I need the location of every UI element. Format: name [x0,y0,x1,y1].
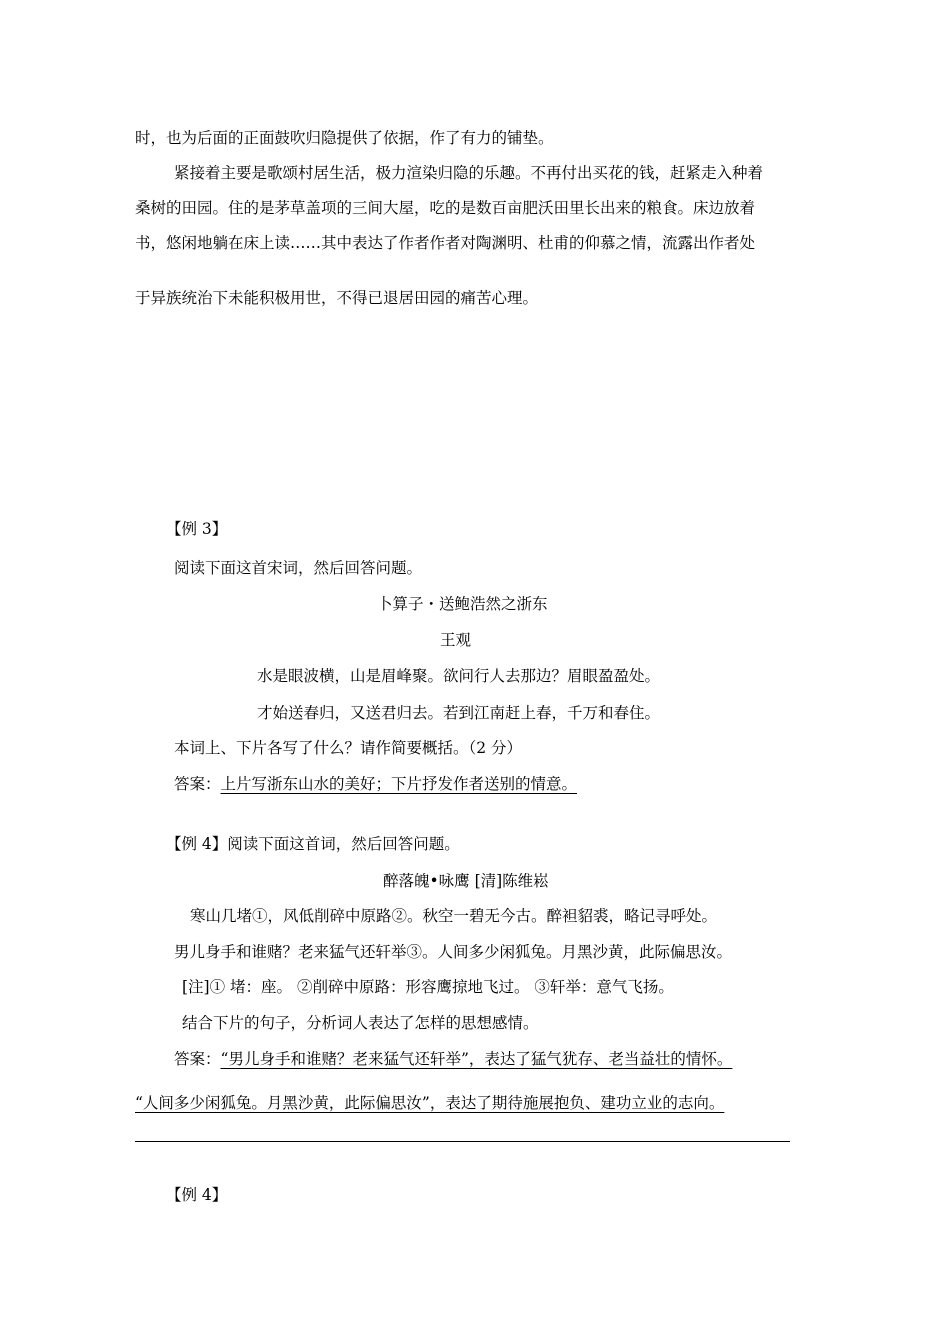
paragraph-line: 书，悠闲地躺在床上读……其中表达了作者作者对陶渊明、杜甫的仰慕之情，流露出作者处 [135,234,756,252]
answer-label: 答案： [174,1050,221,1068]
paragraph-line: 紧接着主要是歌颂村居生活，极力渲染归隐的乐趣。不再付出买花的钱，赶紧走入种着 [174,164,764,182]
poem-verse: 才始送春归，又送君归去。若到江南赶上春，千万和春住。 [257,704,661,722]
answer-label: 答案： [174,775,221,793]
poem-verse: 男儿身手和谁赌？老来猛气还轩举③。人间多少闲狐兔。月黑沙黄，此际偏思汝。 [174,943,733,961]
example-4b-tag: 【例 4】 [166,1186,228,1204]
poem-notes: [注]① 堵：座。 ②削碎中原路：形容鹰掠地飞过。 ③轩举：意气飞扬。 [182,978,674,996]
paragraph-line: 于异族统治下未能积极用世，不得已退居田园的痛苦心理。 [135,289,539,307]
paragraph-line: 桑树的田园。住的是茅草盖项的三间大屋，吃的是数百亩肥沃田里长出来的粮食。床边放着 [135,199,756,217]
poem-title: 醉落魄•咏鹰 [清]陈维崧 [383,872,549,890]
answer-text: “男儿身手和谁赌？老来猛气还轩举”，表达了猛气犹存、老当益壮的情怀。 [220,1050,733,1068]
poem-verse: 寒山几堵①，风低削碎中原路②。秋空一碧无今古。醉袒貂裘，略记寻呼处。 [190,907,718,925]
example-3-tag: 【例 3】 [166,520,228,538]
answer-line [174,774,577,794]
paragraph-line: 时，也为后面的正面鼓吹归隐提供了依据，作了有力的铺垫。 [135,129,554,147]
question: 结合下片的句子，分析词人表达了怎样的思想感情。 [182,1014,539,1032]
answer-line [174,1049,732,1069]
answer-text: 上片写浙东山水的美好；下片抒发作者送别的情意。 [220,775,578,793]
example-3-intro: 阅读下面这首宋词，然后回答问题。 [174,559,423,577]
answer-text: “人间多少闲狐兔。月黑沙黄，此际偏思汝”，表达了期待施展抱负、建功立业的志向。 [135,1094,725,1112]
question: 本词上、下片各写了什么？请作简要概括。（2 分） [174,739,523,757]
poem-verse: 水是眼波横，山是眉峰聚。欲问行人去那边？眉眼盈盈处。 [257,667,661,685]
divider-line [135,1141,790,1142]
poem-author: 王观 [440,631,472,649]
poem-title: 卜算子・送鲍浩然之浙东 [377,595,548,613]
example-4-intro: 【例 4】阅读下面这首词，然后回答问题。 [166,835,460,853]
